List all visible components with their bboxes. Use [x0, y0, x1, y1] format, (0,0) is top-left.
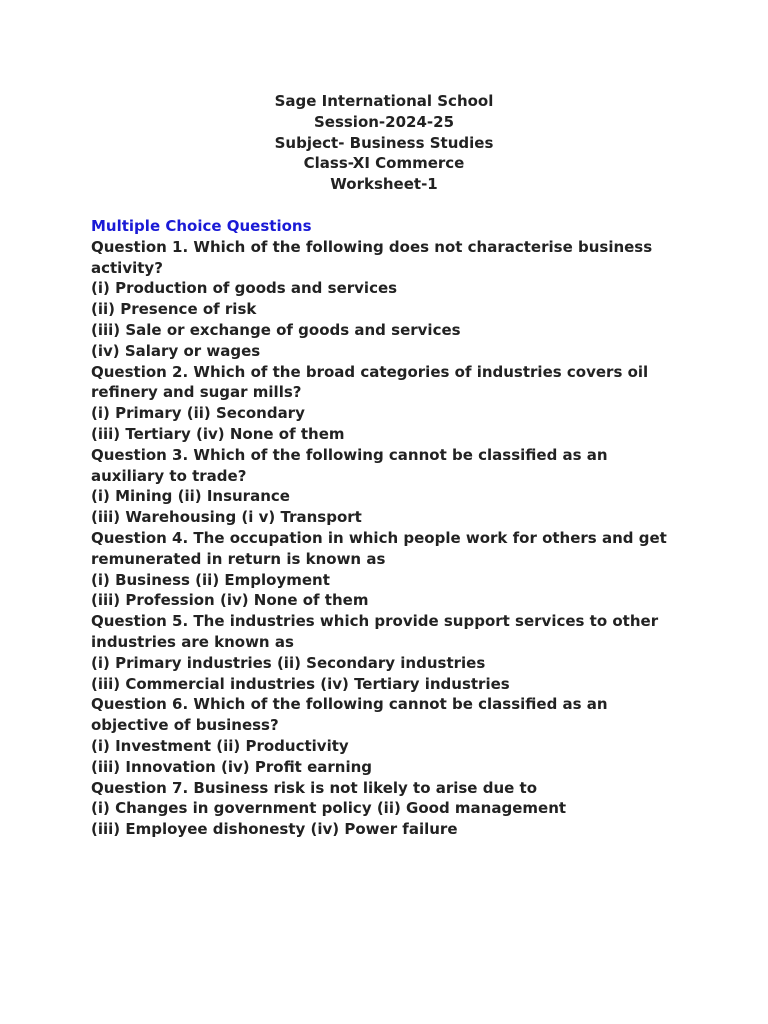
- question-text-line: Question 3. Which of the following cannot be classified as an: [91, 445, 608, 464]
- option-line: (i) Production of goods and services: [91, 279, 398, 298]
- worksheet-header: [0, 91, 768, 195]
- question-3: [91, 445, 691, 528]
- option-line: (iii) Sale or exchange of goods and services: [91, 320, 461, 339]
- question-text-line: objective of business?: [91, 716, 279, 735]
- class-line: Class-XI Commerce: [303, 154, 465, 173]
- question-text-line: industries are known as: [91, 632, 294, 651]
- question-text-line: auxiliary to trade?: [91, 466, 247, 485]
- session-line: Session-2024-25: [313, 112, 455, 131]
- worksheet-title: Worksheet-1: [330, 175, 438, 194]
- question-text-line: Question 5. The industries which provide support services to other: [91, 612, 659, 631]
- question-5: [91, 611, 691, 694]
- question-text-line: remunerated in return is known as: [91, 549, 386, 568]
- option-line: (i) Changes in government policy (ii) Good management: [91, 799, 567, 818]
- question-4: [91, 528, 691, 611]
- option-line: (iii) Innovation (iv) Profit earning: [91, 757, 373, 776]
- option-line: (iii) Profession (iv) None of them: [91, 591, 369, 610]
- option-line: (ii) Presence of risk: [91, 300, 257, 319]
- option-line: (i) Mining (ii) Insurance: [91, 487, 290, 506]
- question-text-line: Question 6. Which of the following cannot be classified as an: [91, 695, 608, 714]
- option-line: (i) Primary industries (ii) Secondary industries: [91, 653, 486, 672]
- option-line: (i) Business (ii) Employment: [91, 570, 330, 589]
- section-heading: Multiple Choice Questions: [91, 217, 312, 235]
- question-6: [91, 694, 691, 777]
- question-2: [91, 362, 691, 445]
- option-line: (i) Primary (ii) Secondary: [91, 404, 305, 423]
- question-text-line: Question 4. The occupation in which people work for others and get: [91, 528, 667, 547]
- worksheet-content: [91, 216, 691, 840]
- question-text-line: Question 1. Which of the following does not characterise business: [91, 237, 653, 256]
- option-line: (iii) Warehousing (i v) Transport: [91, 508, 362, 527]
- option-line: (iii) Commercial industries (iv) Tertiary industries: [91, 674, 510, 693]
- option-line: (iii) Employee dishonesty (iv) Power failure: [91, 820, 458, 839]
- question-7: [91, 778, 691, 840]
- option-line: (i) Investment (ii) Productivity: [91, 736, 349, 755]
- question-text-line: Question 7. Business risk is not likely to arise due to: [91, 778, 537, 797]
- question-text-line: activity?: [91, 258, 163, 277]
- school-name: Sage International School: [274, 92, 494, 110]
- question-text-line: Question 2. Which of the broad categories of industries covers oil: [91, 362, 649, 381]
- option-line: (iv) Salary or wages: [91, 341, 261, 360]
- question-1: [91, 237, 691, 362]
- question-text-line: refinery and sugar mills?: [91, 383, 302, 402]
- option-line: (iii) Tertiary (iv) None of them: [91, 424, 345, 443]
- subject-line: Subject- Business Studies: [274, 133, 494, 152]
